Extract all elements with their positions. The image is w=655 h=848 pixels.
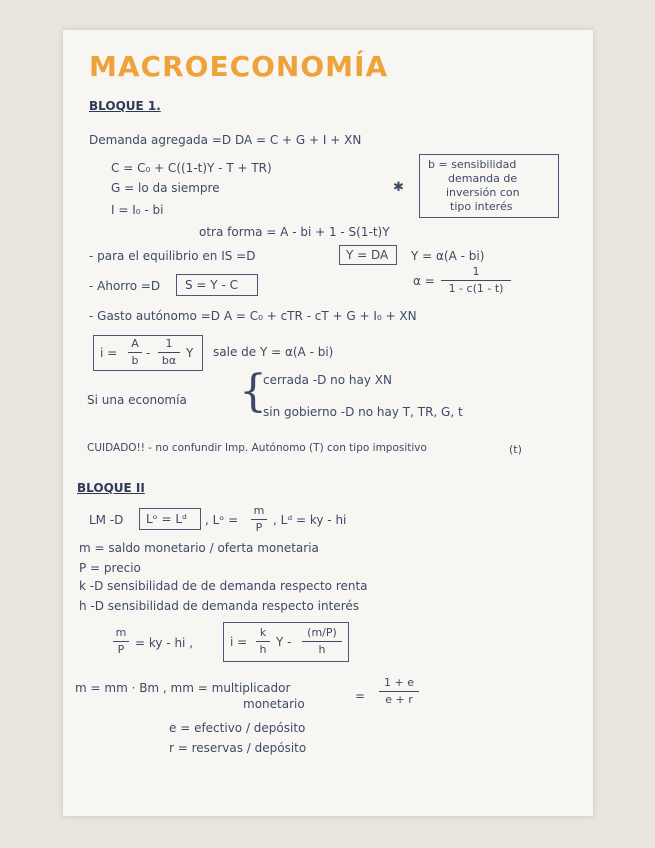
note-line: demanda de <box>448 172 518 185</box>
alpha-numerator: 1 <box>472 265 480 278</box>
i-frac2-den: bα <box>161 354 177 367</box>
notebook-page <box>63 30 593 816</box>
i-lm-formula-box <box>223 622 349 662</box>
i2-frac2 <box>302 626 342 657</box>
i2-frac1 <box>256 626 270 657</box>
e-definition: e = efectivo / depósito <box>169 721 306 735</box>
page-title: MACROECONOMÍA <box>89 50 389 83</box>
lm-line: LM -D <box>89 513 124 527</box>
y-alpha-line: Y = α(A - bi) <box>411 249 485 263</box>
p-definition: P = precio <box>79 561 141 575</box>
ahorro-box-text: S = Y - C <box>185 278 238 292</box>
note-line: b = sensibilidad <box>428 158 517 171</box>
i-formula-box <box>93 335 203 371</box>
k-definition: k -D sensibilidad de de demanda respecto renta <box>79 579 368 593</box>
bloque-1-heading: BLOQUE 1. <box>89 99 161 113</box>
i-frac1-den: b <box>131 354 139 367</box>
i-minus: - <box>146 346 151 360</box>
brace-icon: { <box>239 366 267 417</box>
mm-num: 1 + e <box>384 676 414 689</box>
otra-forma-line: otra forma = A - bi + 1 - S(1-t)Y <box>199 225 390 239</box>
mm-den: e + r <box>385 693 413 706</box>
i2-y: Y - <box>276 635 292 649</box>
bloque-2-heading: BLOQUE II <box>77 481 145 495</box>
lo-fraction <box>251 504 267 535</box>
consumo-line: C = C₀ + C((1-t)Y - T + TR) <box>111 161 272 175</box>
i-frac2 <box>158 337 180 368</box>
ld-line: , Lᵈ = ky - hi <box>273 513 347 527</box>
cuidado-t: (t) <box>509 443 522 456</box>
note-line: tipo interés <box>450 200 513 213</box>
i-frac2-num: 1 <box>165 337 173 350</box>
i-frac1 <box>128 337 142 368</box>
cuidado-line: CUIDADO!! - no confundir Imp. Autónomo (T) con tipo impositivo <box>87 442 427 454</box>
note-line: inversión con <box>446 186 520 199</box>
i-y: Y <box>186 346 194 360</box>
demanda-agregada-line: Demanda agregada =D DA = C + G + I + XN <box>89 133 362 147</box>
i2-frac1-den: h <box>259 643 267 656</box>
lo-label: , Lᵒ = <box>205 513 239 527</box>
mp-fraction <box>113 626 129 657</box>
equilibrio-box <box>339 245 397 265</box>
i2-label: i = <box>230 635 248 649</box>
gasto-autonomo-line: - Gasto autónomo =D A = C₀ + cTR - cT + G + I₀ + XN <box>89 309 417 323</box>
gobierno-line: G = lo da siempre <box>111 181 220 195</box>
mp-rest: = ky - hi , <box>135 636 194 650</box>
lo-den: P <box>255 521 263 534</box>
mm-equals: = <box>355 689 366 703</box>
h-definition: h -D sensibilidad de demanda respecto interés <box>79 599 359 613</box>
lo-num: m <box>253 504 265 517</box>
sensibilidad-note-box <box>419 154 559 218</box>
lm-box <box>139 508 201 530</box>
alpha-label: α = <box>413 274 435 288</box>
equilibrio-line: - para el equilibrio en IS =D <box>89 249 256 263</box>
mp-num: m <box>115 626 127 639</box>
equilibrio-box-text: Y = DA <box>346 248 389 262</box>
r-definition: r = reservas / depósito <box>169 741 307 755</box>
alpha-fraction <box>441 265 511 296</box>
i2-frac2-num: (m/P) <box>307 626 337 639</box>
lm-box-text: Lᵒ = Lᵈ <box>146 512 187 526</box>
cerrada-line: cerrada -D no hay XN <box>263 373 392 387</box>
i2-frac1-num: k <box>259 626 267 639</box>
mp-den: P <box>117 643 125 656</box>
ahorro-line: - Ahorro =D <box>89 279 161 293</box>
i2-frac2-den: h <box>318 643 326 656</box>
mm-fraction <box>379 676 419 707</box>
alpha-denominator: 1 - c(1 - t) <box>448 282 504 295</box>
inversion-line: I = I₀ - bi <box>111 203 164 217</box>
si-economia-line: Si una economía <box>87 393 187 407</box>
mm-line-2: monetario <box>243 697 305 711</box>
note-star-icon: ✱ <box>393 180 404 195</box>
sin-gobierno-line: sin gobierno -D no hay T, TR, G, t <box>263 405 463 419</box>
m-definition: m = saldo monetario / oferta monetaria <box>79 541 319 555</box>
ahorro-box <box>176 274 258 296</box>
sale-de-line: sale de Y = α(A - bi) <box>213 345 334 359</box>
i-label: i = <box>100 346 118 360</box>
mm-line: m = mm · Bm , mm = multiplicador <box>75 681 291 695</box>
i-frac1-num: A <box>131 337 139 350</box>
